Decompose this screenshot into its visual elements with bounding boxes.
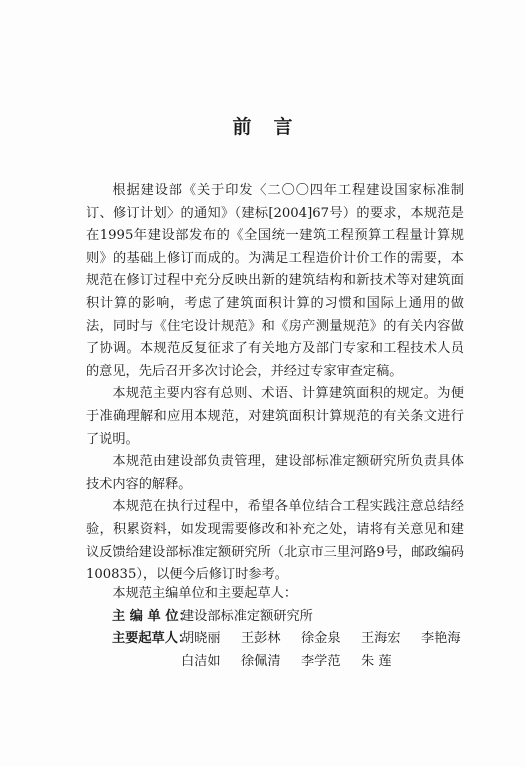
drafter-name: 李学范 — [301, 653, 341, 669]
drafter-name: 徐佩清 — [241, 653, 281, 669]
drafter-name: 徐金泉 — [301, 631, 341, 647]
drafter-name: 王彭林 — [241, 631, 281, 647]
drafters-label: 主要起草人： — [112, 631, 192, 647]
drafter-name: 王海宏 — [361, 631, 401, 647]
page-title: 前言 — [232, 116, 315, 138]
drafters-row — [86, 628, 486, 673]
preface-body — [86, 180, 464, 587]
drafter-names — [181, 628, 481, 673]
credits-section — [86, 583, 486, 673]
paragraph-2: 本规范主要内容有总则、术语、计算建筑面积的规定。为便于准确理解和应用本规范，对建筑面积计算规范的有关条文进行了说明。 — [86, 386, 464, 447]
credits-intro: 本规范主编单位和主要起草人： — [112, 586, 298, 601]
drafter-name: 朱 莲 — [361, 653, 392, 669]
drafter-name: 白洁如 — [181, 653, 221, 669]
paragraph-4: 本规范在执行过程中，希望各单位结合工程实践注意总结经验，积累资料，如发现需要修改和补充之处，请将有关意见和建议反馈给建设部标准定额研究所（北京市三里河路9号，邮政编码100835），以便今后修订时参考。 — [86, 499, 464, 583]
chief-unit-row — [86, 606, 486, 629]
chief-unit-value: 建设部标准定额研究所 — [181, 608, 313, 624]
drafter-name: 胡晓丽 — [181, 631, 221, 647]
drafter-name: 李艳海 — [421, 631, 461, 647]
chief-unit-label: 主 编 单 位： — [112, 608, 192, 624]
paragraph-1: 根据建设部《关于印发〈二〇〇四年工程建设国家标准制订、修订计划〉的通知》（建标[2004]67号）的要求，本规范是在1995年建设部发布的《全国统一建筑工程预算工程量计算规则》的基础上修订而成的。为满足工程造价计价工作的需要，本规范在修订过程中充分反映出新的建筑结构和新技术等对建筑面积计算的影响，考虑了建筑面积计算的习惯和国际上通用的做法，同时与《住宅设计规范》和《房产测量规范》的有关内容做了协调。本规范反复征求了有关地方及部门专家和工程技术人员的意见，先后召开多次讨论会，并经过专家审查定稿。 — [86, 183, 464, 379]
paragraph-3: 本规范由建设部负责管理，建设部标准定额研究所负责具体技术内容的解释。 — [86, 454, 464, 492]
